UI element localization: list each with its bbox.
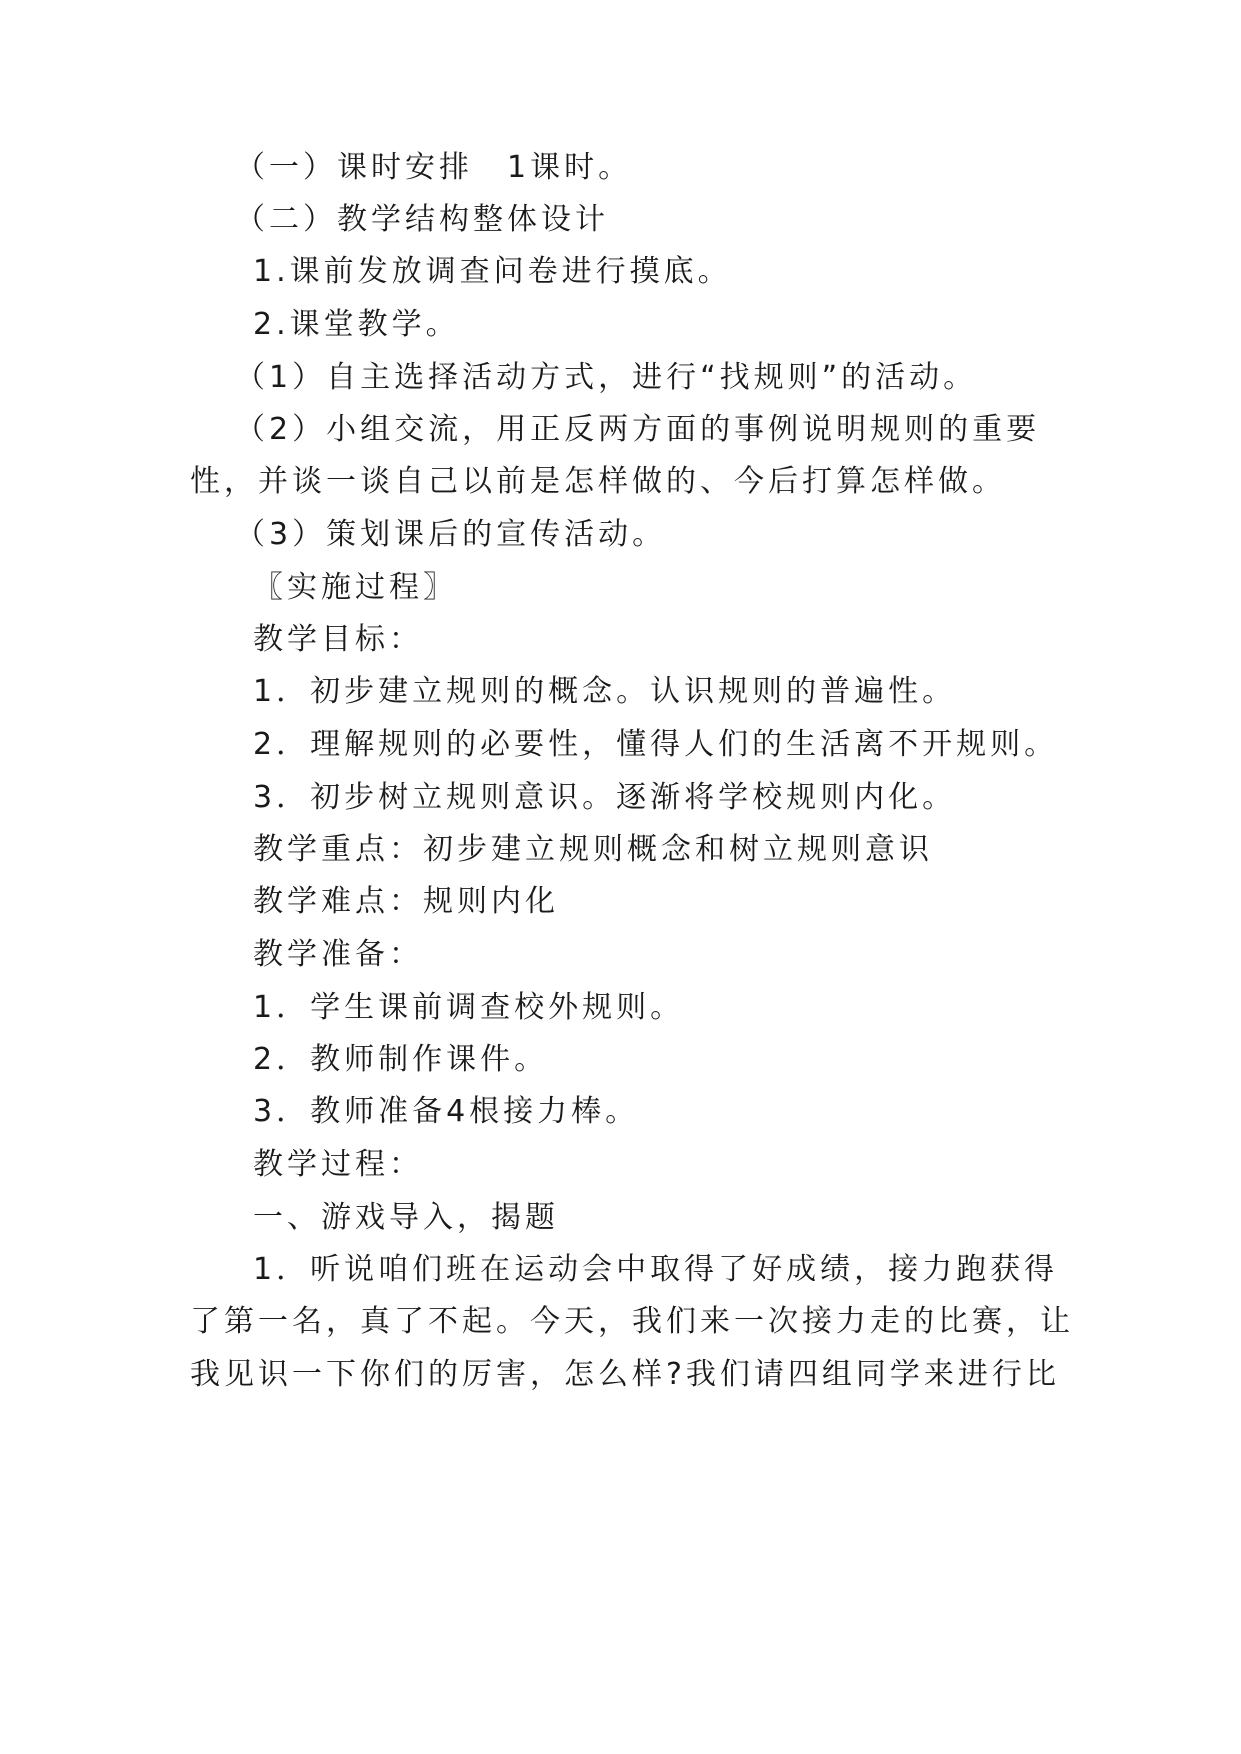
text-line-20: 教学过程：	[253, 1147, 423, 1182]
text-line-6: （2）小组交流，用正反两方面的事例说明规则的重要	[235, 412, 1041, 447]
text-line-17: 1．学生课前调查校外规则。	[253, 990, 685, 1025]
text-line-12: 2．理解规则的必要性，懂得人们的生活离不开规则。	[253, 727, 1059, 762]
text-line-19: 3．教师准备4根接力棒。	[253, 1094, 640, 1129]
text-line-3: 1.课前发放调查问卷进行摸底。	[253, 254, 732, 289]
text-line-4: 2.课堂教学。	[253, 307, 460, 342]
text-line-2: （二）教学结构整体设计	[235, 202, 609, 237]
text-line-14: 教学重点：初步建立规则概念和树立规则意识	[253, 832, 933, 867]
text-line-15: 教学难点：规则内化	[253, 884, 559, 919]
text-line-11: 1．初步建立规则的概念。认识规则的普遍性。	[253, 674, 957, 709]
text-line-1: （一）课时安排 1课时。	[235, 150, 633, 185]
text-line-5: （1）自主选择活动方式，进行“找规则”的活动。	[235, 360, 978, 395]
text-line-24: 我见识一下你们的厉害，怎么样?我们请四组同学来进行比	[190, 1357, 1060, 1392]
text-line-18: 2．教师制作课件。	[253, 1042, 549, 1077]
text-line-22: 1．听说咱们班在运动会中取得了好成绩，接力跑获得	[253, 1252, 1059, 1287]
text-line-16: 教学准备：	[253, 937, 423, 972]
text-line-10: 教学目标：	[253, 622, 423, 657]
text-line-9: 〖实施过程〗	[253, 570, 457, 605]
text-line-21: 一、游戏导入，揭题	[253, 1200, 559, 1235]
text-line-13: 3．初步树立规则意识。逐渐将学校规则内化。	[253, 780, 957, 815]
text-line-7: 性，并谈一谈自己以前是怎样做的、今后打算怎样做。	[190, 464, 1006, 499]
text-line-23: 了第一名，真了不起。今天，我们来一次接力走的比赛，让	[190, 1304, 1074, 1339]
text-line-8: （3）策划课后的宣传活动。	[235, 517, 667, 552]
